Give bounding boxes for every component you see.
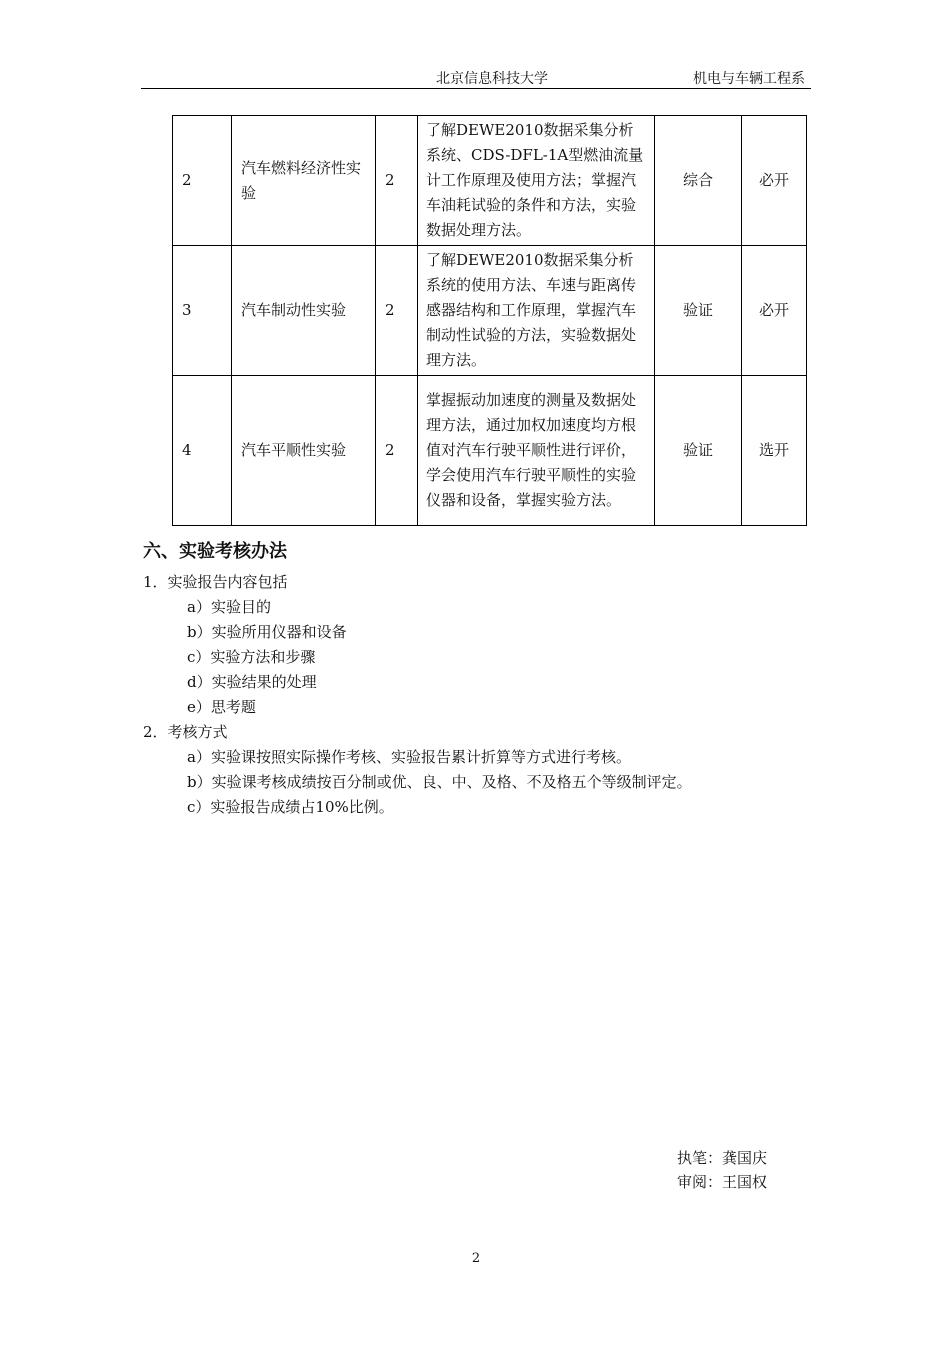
signature-reviewer: 审阅：王国权: [677, 1173, 768, 1191]
experiment-table: [172, 115, 807, 526]
page-number: 2: [471, 1251, 481, 1266]
table-row: [173, 246, 807, 376]
list-subitem: b）实验所用仪器和设备: [187, 623, 347, 641]
list-subitem: b）实验课考核成绩按百分制或优、良、中、及格、不及格五个等级制评定。: [187, 773, 692, 791]
table-row: [173, 376, 807, 526]
cell-number: 4: [173, 376, 232, 526]
list-subitem: e）思考题: [187, 698, 256, 716]
list-subitem: d）实验结果的处理: [187, 673, 317, 691]
list-subitem: c）实验方法和步骤: [187, 648, 316, 666]
list-subitem: a）实验课按照实际操作考核、实验报告累计折算等方式进行考核。: [187, 748, 631, 766]
cell-type: 综合: [655, 116, 742, 246]
table-row: [173, 116, 807, 246]
cell-name: 汽车制动性实验: [232, 246, 376, 376]
list-subitem: a）实验目的: [187, 598, 271, 616]
cell-requirement: 必开: [742, 246, 807, 376]
cell-number: 3: [173, 246, 232, 376]
header-rule: [141, 88, 811, 89]
header-department: 机电与车辆工程系: [693, 71, 805, 87]
cell-hours: 2: [376, 246, 418, 376]
list-item: 2．考核方式: [143, 723, 228, 741]
cell-description: 了解DEWE2010数据采集分析系统的使用方法、车速与距离传感器结构和工作原理，掌握汽车制动性试验的方法，实验数据处理方法。: [418, 246, 655, 376]
list-subitem: c）实验报告成绩占10%比例。: [187, 798, 394, 816]
cell-number: 2: [173, 116, 232, 246]
cell-type: 验证: [655, 376, 742, 526]
cell-requirement: 必开: [742, 116, 807, 246]
cell-name: 汽车平顺性实验: [232, 376, 376, 526]
cell-hours: 2: [376, 116, 418, 246]
list-item: 1．实验报告内容包括: [143, 573, 288, 591]
signature-author: 执笔：龚国庆: [677, 1149, 768, 1167]
cell-description: 了解DEWE2010数据采集分析系统、CDS-DFL-1A型燃油流量计工作原理及使用方法；掌握汽车油耗试验的条件和方法，实验数据处理方法。: [418, 116, 655, 246]
cell-type: 验证: [655, 246, 742, 376]
cell-requirement: 选开: [742, 376, 807, 526]
cell-name: 汽车燃料经济性实验: [232, 116, 376, 246]
header-university: 北京信息科技大学: [436, 71, 548, 87]
section-heading: 六、实验考核办法: [143, 541, 287, 562]
cell-description: 掌握振动加速度的测量及数据处理方法，通过加权加速度均方根值对汽车行驶平顺性进行评价，学会使用汽车行驶平顺性的实验仪器和设备，掌握实验方法。: [418, 376, 655, 526]
cell-hours: 2: [376, 376, 418, 526]
